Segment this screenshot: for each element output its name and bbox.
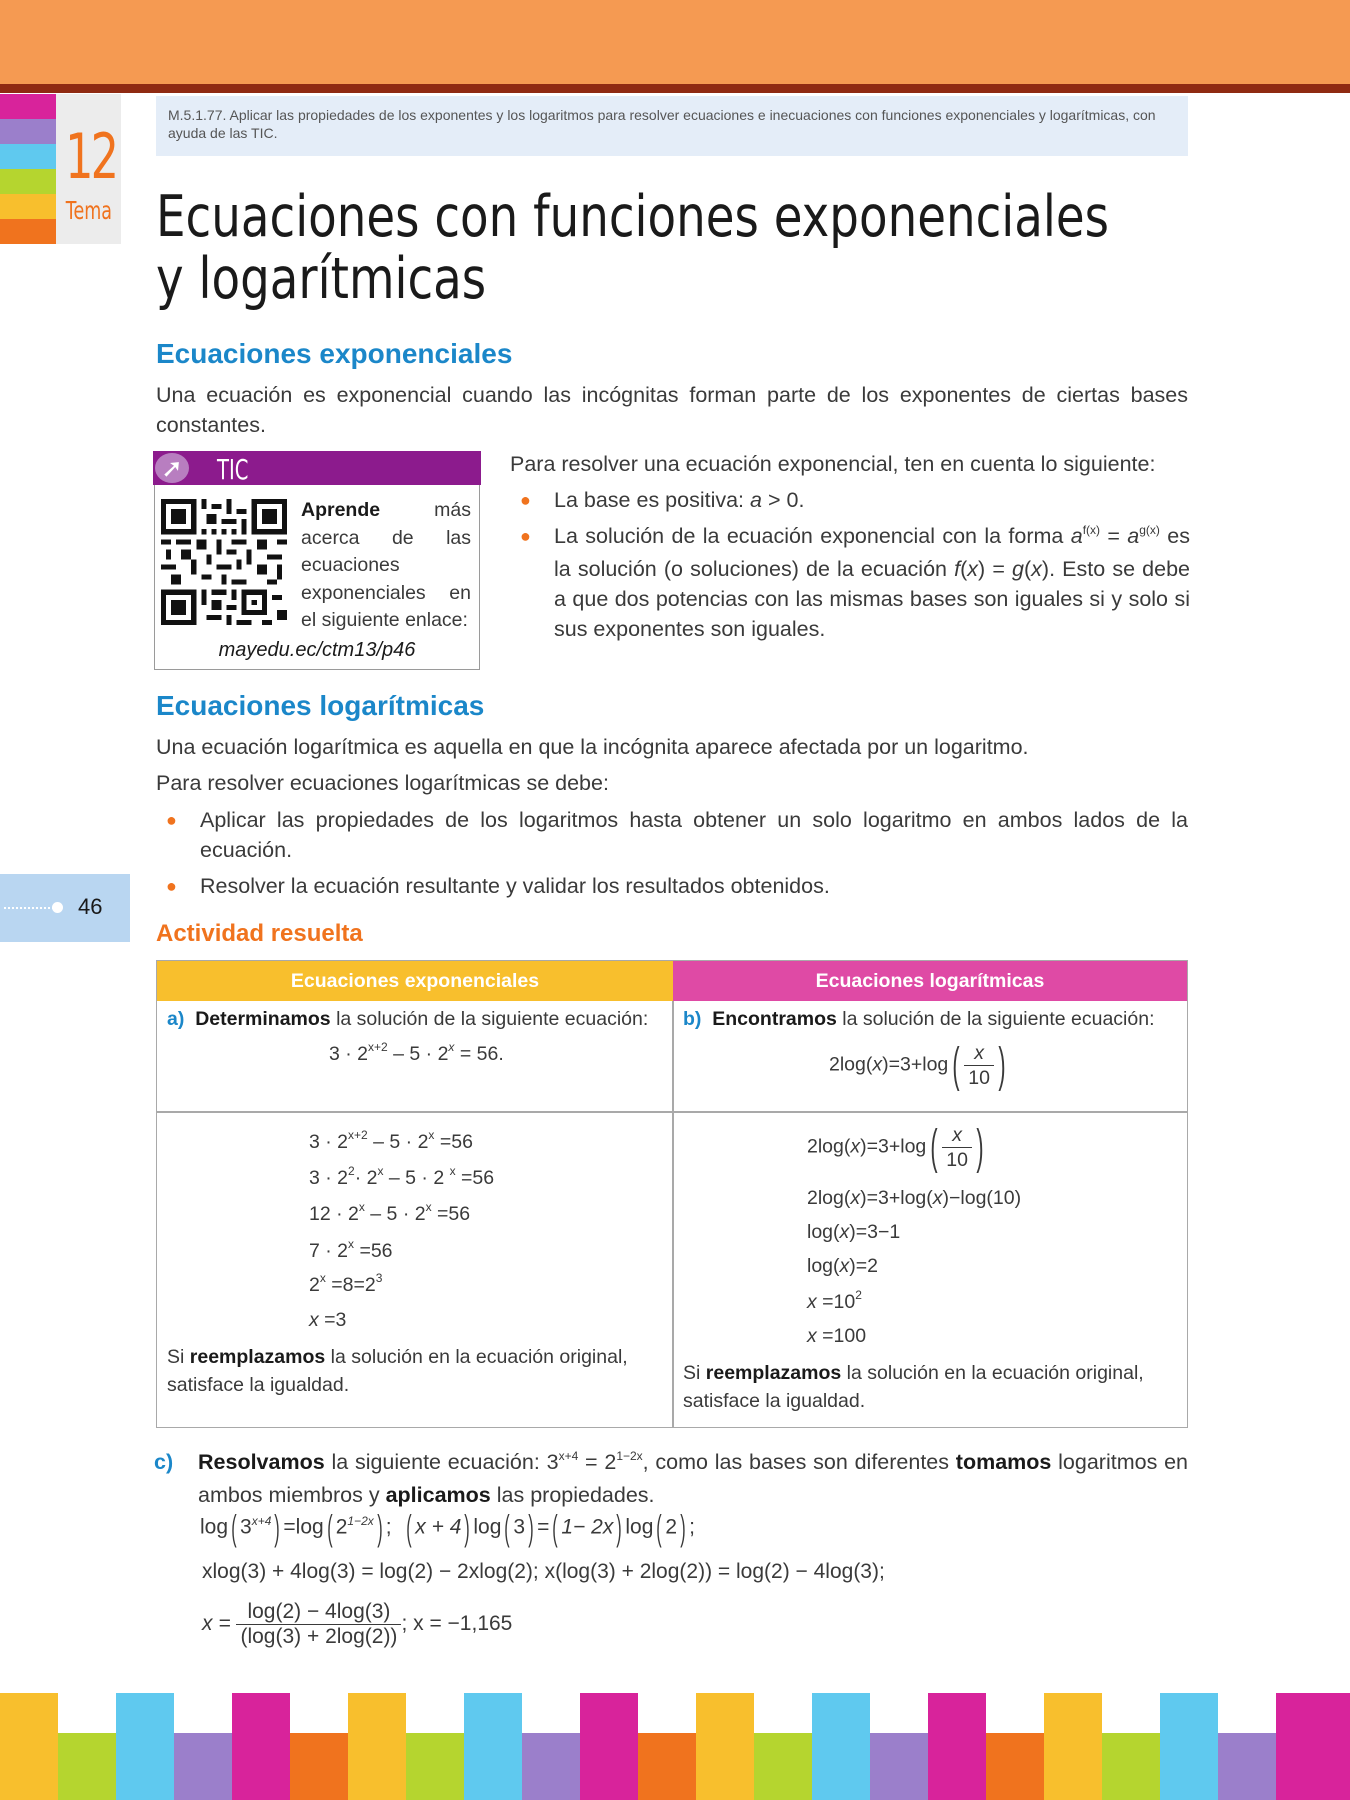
heading-logarithmic: Ecuaciones logarítmicas [156, 690, 485, 721]
left-step-5: $2^x =8=2^3$ [309, 1271, 383, 1296]
tic-header [153, 451, 481, 485]
tic-bold: Aprende [301, 499, 381, 521]
left-step-6: x =3 [309, 1309, 347, 1331]
bottom-decoration [0, 1693, 1350, 1800]
tic-title: TIC [217, 453, 249, 486]
log-intro: Una ecuación logarítmica es aquella en que la incógnita aparece afectada por un logaritmo. [156, 735, 1029, 759]
page-number-tab [0, 874, 130, 942]
right-step-4: log(x)=2 [807, 1255, 879, 1277]
right-conclusion: Si reemplazamos la solución en la ecuación original, satisface la igualdad. [683, 1362, 1144, 1412]
exercise-b-statement: b) Encontramos la solución de la siguiente ecuación: [683, 1008, 1155, 1030]
right-step-2: 2log(x)=3+log(x)−log(10) [807, 1187, 1022, 1209]
skill-description: M.5.1.77. Aplicar las propiedades de los exponentes y los logaritmos para resolver ecuaciones e inecuaciones con funciones exponenciales y logarítmicas, con ayuda de las TIC. [156, 96, 1188, 156]
exercise-c-line-2: xlog(3) + 4log(3) = log(2) − 2xlog(2); x(log(3) + 2log(2)) = log(2) − 4log(3); [202, 1560, 885, 1583]
qr-code-icon[interactable] [161, 499, 287, 625]
tic-text: más acerca de las ecuaciones exponenciales en el siguiente enlace: [301, 499, 471, 631]
tic-link[interactable]: mayedu.ec/ctm13/p46 [218, 639, 416, 661]
title-line-2: y logarítmicas [156, 246, 487, 312]
right-step-3: log(x)=3−1 [807, 1221, 901, 1243]
activity-title: Actividad resuelta [156, 920, 363, 947]
left-conclusion: Si reemplazamos la solución en la ecuación original, satisface la igualdad. [167, 1346, 628, 1396]
log-bullet-1: ● Aplicar las propiedades de los logaritmos hasta obtener un solo logaritmo en ambos lados de la ecuación. [166, 808, 1188, 862]
exp-bullet-2: ● La solución de la ecuación exponencial con la forma $a^{f(x)} = a^{g(x)}$ es la solución (o soluciones) de la ecuación f(x) = g(x). Esto se debe a que dos potencias con las mismas bases son iguales si y solo si sus exponentes son iguales. [520, 523, 1190, 641]
exercise-c-statement: c) Resolvamos la siguiente ecuación: $3^{x+4} = 2^{1-2x}$, como las bases son diferentes tomamos logaritmos en ambos miembros y aplicamos las propiedades. [154, 1449, 1189, 1507]
tic-description [301, 497, 471, 635]
tic-box [154, 452, 480, 670]
exercise-b-equation: 2log(x)=3+log( $\frac{x}{10}$ ) [829, 1038, 1006, 1092]
color-stripes [0, 94, 56, 244]
page-title [156, 184, 1109, 312]
right-step-5: $x =10^2$ [807, 1288, 862, 1313]
cursor-arrow-icon: ➚ [155, 453, 189, 483]
top-line [0, 84, 1350, 93]
left-step-1: $3 \cdot 2^{x+2} - 5 \cdot 2^x =56$ [309, 1128, 473, 1153]
tema-word: Tema [65, 196, 113, 225]
right-step-6: x =100 [807, 1325, 867, 1347]
page-number: 46 [78, 894, 103, 919]
activity-table [156, 960, 1188, 1428]
log-bullet-2: ● Resolver la ecuación resultante y validar los resultados obtenidos. [166, 874, 830, 898]
exercise-c-line-3: x = $\frac{\log(2) - 4\log(3)}{(\log(3) + 2\log(2))}$ ; x = −1,165 [202, 1600, 513, 1648]
log-lead: Para resolver ecuaciones logarítmicas se debe: [156, 771, 609, 795]
heading-exponential: Ecuaciones exponenciales [156, 338, 513, 369]
col-header-logarithmic: Ecuaciones logarítmicas [673, 961, 1187, 1001]
exercise-a-equation: $3 \cdot 2^{x+2} - 5 \cdot 2^x = 56$. [329, 1040, 504, 1065]
exp-bullet-1: ● La base es positiva: a > 0. [520, 488, 805, 512]
col-header-exponential: Ecuaciones exponenciales [157, 961, 673, 1001]
tema-badge [56, 94, 121, 244]
exp-lead: Para resolver una ecuación exponencial, ten en cuenta lo siguiente: [510, 452, 1156, 476]
exercise-c-line-1: log( $3^{x+4}) =\log$( $2^{1-2x}$) ; ( x + 4) log( 3) =( 1− 2x) log( 2) ; [200, 1507, 695, 1548]
left-step-3: $12 \cdot 2^x - 5 \cdot 2^x =56$ [309, 1200, 471, 1225]
left-step-4: $7 \cdot 2^x =56$ [309, 1237, 393, 1262]
top-band [0, 0, 1350, 84]
tema-number: 12 [65, 120, 117, 193]
title-line-1: Ecuaciones con funciones exponenciales [156, 184, 1109, 250]
exp-intro: Una ecuación es exponencial cuando las incógnitas forman parte de los exponentes de ciertas bases constantes. [156, 383, 1188, 437]
left-step-2: $3 \cdot 2^2\cdot 2^x - 5 \cdot 2$ $^x$ =56 [309, 1164, 495, 1189]
right-step-1: 2log(x)=3+log( $\frac{x}{10}$ ) [807, 1120, 984, 1174]
exercise-a-statement: a) Determinamos la solución de la siguiente ecuación: [167, 1008, 649, 1030]
